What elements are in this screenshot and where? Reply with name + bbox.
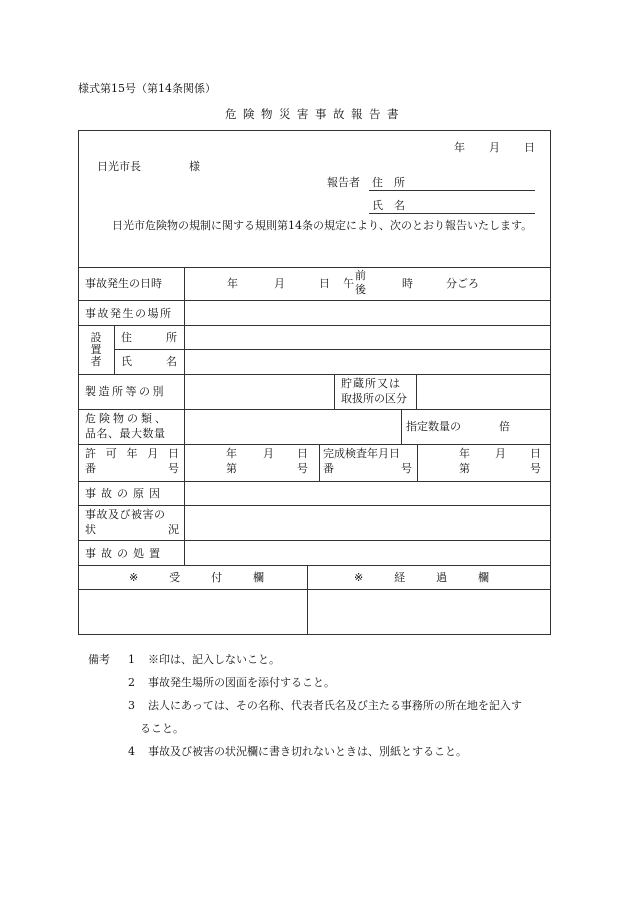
rule-facility-bottom bbox=[79, 409, 550, 410]
reporter-address-line bbox=[369, 190, 535, 191]
inspection-date-label: 完成検査年月日 bbox=[323, 447, 400, 460]
reporter-name-line bbox=[369, 213, 535, 214]
inspection-number-label: 番 号 bbox=[323, 462, 412, 475]
rule-footer-header-bottom bbox=[79, 589, 550, 590]
designated-quantity-times: 倍 bbox=[499, 420, 510, 433]
reception-column-label: ※ 受 付 欄 bbox=[129, 571, 264, 584]
rule-installer-split bbox=[114, 325, 115, 374]
note-number: 1 bbox=[128, 653, 135, 666]
storage-label-line2: 取扱所の区分 bbox=[341, 392, 407, 405]
note-text: ※印は、記入しないこと。 bbox=[148, 653, 280, 666]
addressee: 日光市長 bbox=[97, 160, 141, 173]
rule-measure-bottom bbox=[79, 565, 550, 566]
inspection-month: 月 bbox=[495, 447, 506, 460]
hazmat-label-line2: 品名、最大数量 bbox=[85, 427, 166, 440]
datetime-pm: 後 bbox=[355, 283, 366, 296]
statement: 日光市危険物の規制に関する規則第14条の規定により、次のとおり報告いたします。 bbox=[112, 219, 533, 232]
note-text: 事故発生場所の図面を添付すること。 bbox=[148, 676, 335, 689]
rule-permit-bottom bbox=[79, 481, 550, 482]
damage-label-line1: 事故及び被害の bbox=[85, 508, 166, 521]
note-item bbox=[88, 717, 184, 740]
rule-header-bottom bbox=[79, 267, 550, 268]
inspection-day: 日 bbox=[530, 447, 541, 460]
note-text-continuation: ること。 bbox=[140, 722, 184, 735]
cause-label: 事故の原因 bbox=[85, 487, 165, 500]
note-number: 3 bbox=[128, 699, 135, 712]
notes bbox=[88, 648, 522, 763]
header-date-year: 年 bbox=[454, 141, 465, 154]
report-form bbox=[78, 130, 551, 635]
damage-label-line2: 状 況 bbox=[85, 523, 179, 536]
note-number: 4 bbox=[128, 745, 135, 758]
note-text: 事故及び被害の状況欄に書き切れないときは、別紙とすること。 bbox=[148, 745, 467, 758]
datetime-year: 年 bbox=[227, 277, 238, 290]
rule-inspection-split bbox=[417, 444, 418, 481]
rule-hazmat-bottom bbox=[79, 444, 550, 445]
note-item bbox=[88, 740, 467, 763]
installer-address-label: 住 所 bbox=[121, 331, 177, 344]
permit-day: 日 bbox=[297, 447, 308, 460]
permit-month: 月 bbox=[263, 447, 274, 460]
inspection-year: 年 bbox=[459, 447, 470, 460]
installer-label: 設置者 bbox=[90, 331, 102, 368]
datetime-month: 月 bbox=[274, 277, 285, 290]
datetime-hour: 時 bbox=[402, 277, 413, 290]
datetime-ampm-prefix: 午 bbox=[343, 277, 354, 290]
datetime-am: 前 bbox=[355, 269, 366, 282]
measure-label: 事故の処置 bbox=[85, 547, 165, 560]
header-date-month: 月 bbox=[489, 141, 500, 154]
installer-name-label: 氏 名 bbox=[121, 355, 177, 368]
rule-hazmat-split bbox=[401, 409, 402, 444]
inspection-no-prefix: 第 bbox=[459, 462, 470, 475]
permit-no-suffix: 号 bbox=[297, 462, 308, 475]
rule-storage-split bbox=[416, 374, 417, 409]
permit-year: 年 bbox=[226, 447, 237, 460]
datetime-day: 日 bbox=[319, 277, 330, 290]
permit-number-label: 番 号 bbox=[85, 462, 179, 475]
rule-footer-split bbox=[307, 565, 308, 635]
document-title: 危険物災害事故報告書 bbox=[225, 107, 405, 121]
rule-facility-split bbox=[334, 374, 335, 409]
datetime-minute: 分ごろ bbox=[446, 277, 479, 290]
permit-date-label: 許 可 年 月 日 bbox=[85, 447, 179, 460]
form-number: 様式第15号（第14条関係） bbox=[78, 82, 216, 95]
note-text: 法人にあっては、その名称、代表者氏名及び主たる事務所の所在地を記入す bbox=[148, 699, 522, 712]
note-item bbox=[88, 648, 280, 671]
note-number: 2 bbox=[128, 676, 135, 689]
progress-column-label: ※ 経 過 欄 bbox=[354, 571, 489, 584]
rule-place-bottom bbox=[79, 325, 550, 326]
rule-cause-bottom bbox=[79, 505, 550, 506]
header-date-day: 日 bbox=[524, 141, 535, 154]
rule-permit-split bbox=[319, 444, 320, 481]
addressee-suffix: 様 bbox=[189, 160, 200, 173]
reporter-name-label: 氏 名 bbox=[372, 199, 405, 212]
permit-no-prefix: 第 bbox=[226, 462, 237, 475]
rule-datetime-bottom bbox=[79, 300, 550, 301]
place-label: 事故発生の場所 bbox=[85, 307, 173, 320]
rule-label-column bbox=[184, 267, 185, 565]
datetime-label: 事故発生の日時 bbox=[85, 277, 162, 290]
reporter-address-label: 住 所 bbox=[372, 176, 405, 189]
note-item bbox=[88, 694, 522, 717]
designated-quantity-label: 指定数量の bbox=[406, 420, 461, 433]
rule-installer-bottom bbox=[79, 374, 550, 375]
reporter-label: 報告者 bbox=[327, 176, 360, 189]
notes-heading: 備考 bbox=[88, 653, 110, 666]
inspection-no-suffix: 号 bbox=[530, 462, 541, 475]
rule-damage-bottom bbox=[79, 540, 550, 541]
facility-type-label: 製造所等の別 bbox=[85, 385, 166, 398]
storage-label-line1: 貯蔵所又は bbox=[341, 377, 401, 390]
rule-installer-mid bbox=[114, 349, 550, 350]
note-item bbox=[88, 671, 335, 694]
hazmat-label-line1: 危険物の類、 bbox=[85, 412, 169, 425]
